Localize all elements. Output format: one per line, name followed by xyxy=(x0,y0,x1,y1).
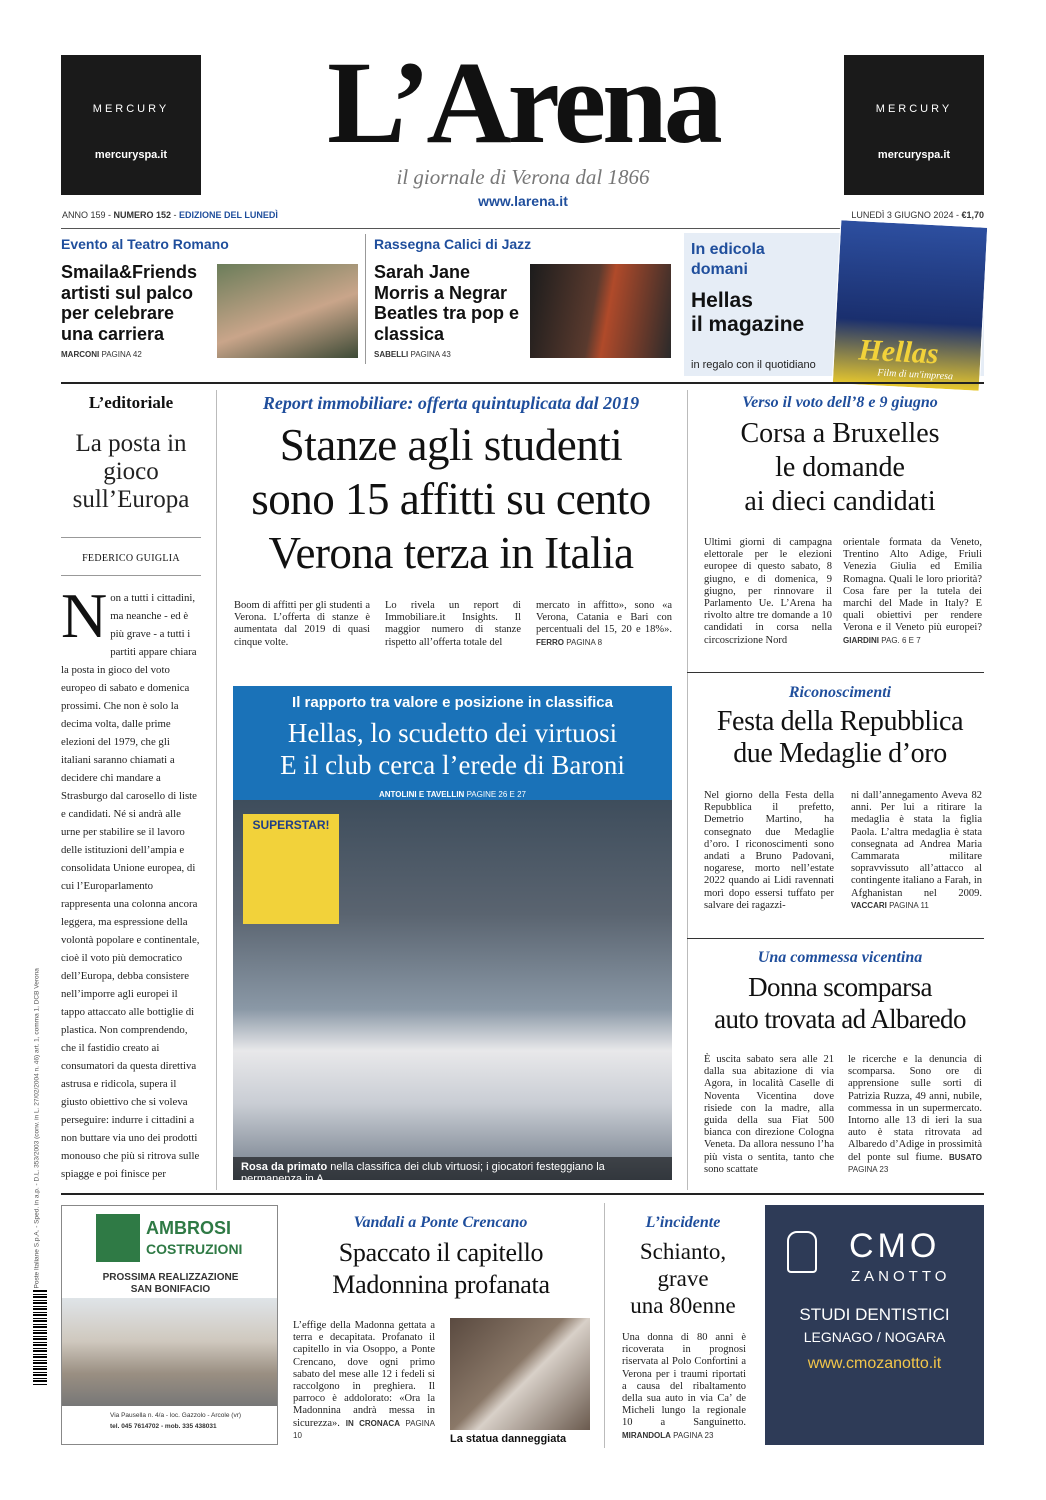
hellas-block[interactable] xyxy=(233,686,672,1185)
divider xyxy=(687,390,688,680)
riconoscimenti-col-2 xyxy=(851,790,982,912)
cmo-line-1: STUDI DENTISTICI xyxy=(799,1305,950,1324)
masthead-title: L’Arena xyxy=(327,37,719,168)
ambrosi-logo-icon xyxy=(96,1214,140,1262)
ambrosi-line-2: SAN BONIFACIO xyxy=(130,1284,211,1295)
vandali-byline: IN CRONACA PAGINA 10 xyxy=(293,1418,435,1440)
lead-line-2: sono 15 affitti su cento xyxy=(251,474,651,524)
hellas-line-2: E il club cerca l’erede di Baroni xyxy=(280,750,625,780)
divider xyxy=(687,672,984,673)
teaser-kicker: Evento al Teatro Romano xyxy=(61,236,229,252)
lead-line-3: Verona terza in Italia xyxy=(268,528,634,578)
commessa-kicker: Una commessa vicentina xyxy=(757,949,923,966)
mercury-site: mercuryspa.it xyxy=(877,149,951,161)
divider xyxy=(604,1203,605,1448)
voto-col-2-text: orientale formata da Veneto, Trentino Alto Adige, Friuli Venezia Giulia ed Emilia Romagna. Quali le loro priorità? Cosa fare per la tutela dei marchi del Made in Italy? E quali obiettivi per rendere Verona e il Veneto più europei? xyxy=(843,537,982,634)
mercury-logo: MERCURY xyxy=(92,103,170,115)
lead-byline: FERRO PAGINA 8 xyxy=(536,637,603,647)
cover-subtitle: Film di un'impresa xyxy=(877,367,954,383)
tooth-icon xyxy=(787,1231,817,1273)
vandali-text xyxy=(293,1320,435,1442)
cmo-url[interactable]: www.cmozanotto.it xyxy=(807,1355,942,1372)
hellas-banner: SUPERSTAR! xyxy=(243,814,339,924)
lead-col-3 xyxy=(536,600,672,649)
incidente-line-1: Schianto, xyxy=(639,1239,727,1264)
legal-text: Poste Italiane S.p.A. - Sped. in a.p. - D.L. 353/2003 (conv. in L. 27/02/2004 n. 46) art. 1, comma 1, DCB Verona xyxy=(33,968,41,1289)
building-render xyxy=(62,1298,278,1406)
ambrosi-name: AMBROSI xyxy=(146,1218,231,1238)
editoriale-title: La posta in gioco sull’Europa xyxy=(72,430,190,513)
lead-col-1: Boom di affitti per gli studenti a Verona. L’offerta di stanze è aumentata dal 2019 di quasi cinque volte. xyxy=(234,600,370,648)
commessa-col-2-text: le ricerche e la denuncia di scomparsa. Sono ore di apprensione sulle sorti di Patrizia Ruzza, 49 anni, nubile, commessa in un supermercato. Intorno alle 13 di ieri la sua auto è stata ritrovata ad Albaredo d’Adige in prossimità del ponte sul fiume. xyxy=(848,1054,982,1163)
edicola-title-1: Hellas xyxy=(691,289,753,312)
teaser-teatro[interactable] xyxy=(61,236,358,366)
ambrosi-line-1: PROSSIMA REALIZZAZIONE xyxy=(102,1272,239,1283)
masthead-url[interactable]: www.larena.it xyxy=(478,193,568,209)
teaser-title: Smaila&Friends artisti sul palco per celebrare una carriera xyxy=(61,262,198,344)
voto-col-1: Ultimi giorni di campagna elettorale per le elezioni europee di questo sabato, 8 giugno, e di domenica, 9 giugno, per rinnovare il Parlamento Ue. L’Arena ha rivolto altre tre domande a 10 candidati in corsa nella circoscrizione Nord xyxy=(704,537,832,646)
incidente-byline: MIRANDOLA PAGINA 23 xyxy=(622,1430,714,1440)
cmo-ad[interactable] xyxy=(765,1205,984,1445)
hellas-caption: Rosa da primato nella classifica dei club virtuosi; i giocatori festeggiano la permanenza in A xyxy=(233,1157,672,1180)
date: LUNEDÌ 3 GIUGNO 2024 xyxy=(851,210,954,220)
commessa-col-1: È uscita sabato sera alle 21 dalla sua abitazione di via Agora, in località Caselle di Noventa Vicentina dove risiede con la madre, alla guida della sua Fiat 500 bianca con direzione Cologna Veneta. Da allora nessuno l’ha più vista o sentita, tanto che sono scattate xyxy=(704,1054,834,1175)
riconoscimenti-headline[interactable] xyxy=(694,706,986,770)
divider xyxy=(216,390,217,1190)
incidente-text xyxy=(622,1332,746,1442)
incidente-line-3: una 80enne xyxy=(630,1293,736,1318)
divider xyxy=(687,680,688,1190)
divider xyxy=(687,938,984,939)
divider xyxy=(61,537,201,538)
edicola-kicker-2: domani xyxy=(691,261,748,278)
commessa-headline[interactable] xyxy=(694,971,986,1035)
cmo-sub: ZANOTTO xyxy=(851,1268,951,1285)
ambrosi-ad[interactable] xyxy=(61,1205,278,1445)
voto-kicker: Verso il voto dell’8 e 9 giugno xyxy=(742,394,938,411)
teaser-byline: SABELLI PAGINA 43 xyxy=(374,350,451,359)
voto-headline[interactable] xyxy=(696,417,984,519)
edizione: EDIZIONE DEL LUNEDÌ xyxy=(179,210,278,220)
hellas-byline: ANTOLINI E TAVELLIN PAGINE 26 E 27 xyxy=(378,790,526,799)
hellas-kicker: Il rapporto tra valore e posizione in classifica xyxy=(292,694,613,711)
mercury-logo: MERCURY xyxy=(875,103,953,115)
price: €1,70 xyxy=(961,210,984,220)
divider xyxy=(61,1193,984,1195)
riconoscimenti-kicker: Riconoscimenti xyxy=(788,684,892,701)
riconoscimenti-byline: VACCARI PAGINA 11 xyxy=(851,900,929,910)
teaser-byline: MARCONI PAGINA 42 xyxy=(61,350,142,359)
dropcap: N xyxy=(61,588,108,651)
editoriale-label: L’editoriale xyxy=(88,393,174,412)
divider xyxy=(61,382,984,384)
divider xyxy=(61,575,201,576)
hellas-line-1: Hellas, lo scudetto dei virtuosi xyxy=(287,718,618,748)
voto-col-2 xyxy=(843,537,982,647)
incidente-headline[interactable] xyxy=(612,1238,754,1319)
incidente-text-body: Una donna di 80 anni è ricoverata in prognosi riservata al Polo Confortini a Verona per i traumi riportati a causa del ribaltamento della sua auto in via Ca’ de Micheli lungo la regionale 10 a Sanguinetto. xyxy=(622,1332,746,1429)
ambrosi-phone: tel. 045 7614702 - mob. 335 438031 xyxy=(110,1423,217,1430)
statua-photo xyxy=(450,1318,590,1430)
commessa-line-1: Donna scomparsa xyxy=(748,972,932,1002)
riconoscimenti-line-1: Festa della Repubblica xyxy=(716,706,964,737)
voto-line-1: Corsa a Bruxelles xyxy=(740,418,940,449)
incidente-line-2: grave xyxy=(657,1266,709,1291)
incidente-kicker: L’incidente xyxy=(645,1214,721,1231)
riconoscimenti-line-2: due Medaglie d’oro xyxy=(733,738,947,769)
mercury-ad-right[interactable] xyxy=(844,55,984,195)
edicola-title-2: il magazine xyxy=(691,313,805,336)
voto-byline: GIARDINI PAG. 6 E 7 xyxy=(843,635,921,645)
edicola-kicker-1: In edicola xyxy=(691,241,765,258)
commessa-col-2 xyxy=(848,1054,982,1176)
dateline-right: LUNEDÌ 3 GIUGNO 2024 - €1,70 xyxy=(851,210,984,220)
statua-caption: La statua danneggiata xyxy=(450,1433,567,1445)
dateline-left: ANNO 159 - NUMERO 152 - EDIZIONE DEL LUNEDÌ xyxy=(62,210,278,220)
mercury-site: mercuryspa.it xyxy=(94,149,168,161)
ambrosi-address: Via Pausella n. 4/a - loc. Gazzolo - Arcole (vr) xyxy=(110,1412,242,1419)
hellas-photo xyxy=(233,800,672,1180)
commessa-line-2: auto trovata ad Albaredo xyxy=(714,1004,966,1034)
lead-line-1: Stanze agli studenti xyxy=(279,420,623,470)
editoriale-body xyxy=(61,588,201,1184)
divider xyxy=(365,234,366,364)
riconoscimenti-col-1: Nel giorno della Festa della Repubblica il prefetto, Demetrio Martino, ha consegnato due Medaglie d’oro. I riconoscimenti sono andati a Bruno Padovani, nogarese, morto nell’estate 2022 quando ai Lidi ravennati morì dopo essersi tuffato per salvare dei ragazzi- xyxy=(704,790,834,911)
numero: NUMERO 152 xyxy=(113,210,172,220)
teaser-title: Sarah Jane Morris a Negrar Beatles tra pop e classica xyxy=(374,262,520,344)
lead-kicker: Report immobiliare: offerta quintuplicata dal 2019 xyxy=(262,393,640,413)
lead-col-3-text: mercato in affitto», sono «a Verona, Catania e Bari con percentuali del 15, 20 e 18%». xyxy=(536,600,672,636)
riconoscimenti-col-2-text: ni dall’annegamento Aveva 82 anni. Per lui a ritirare la medaglia è stata la figlia Paola. L’altra medaglia è stata consegnata ad Andrea Maria Cammarata militare sopravvissuto all’attacco al contingente italiano a Farah, in Afghanistan nel 2009. xyxy=(851,790,982,899)
edicola-note: in regalo con il quotidiano xyxy=(691,359,816,371)
cmo-line-2: LEGNAGO / NOGARA xyxy=(803,1329,946,1345)
cover-title: Hellas xyxy=(857,333,940,371)
voto-line-2: le domande xyxy=(775,452,905,483)
magazine-cover[interactable] xyxy=(832,219,988,392)
vandali-headline[interactable] xyxy=(292,1237,590,1301)
jazz-photo xyxy=(530,264,671,358)
vandali-text-body: L’effige della Madonna gettata a terra e decapitata. Profanato il capitello in via Osoppo, a Ponte Crencano, dove ogni primo sabato del mese alle 12 i fedeli si raccolgono in preghiera. Il parroco è addolorato: «Ora la Madonnina andrà messa in sicurezza». xyxy=(293,1320,435,1429)
anno: ANNO 159 xyxy=(62,210,106,220)
lead-headline[interactable] xyxy=(220,418,682,580)
lead-col-2: Lo rivela un report di Immobiliare.it Insights. Il maggior numero di stanze rispetto all’offerta totale del xyxy=(385,600,521,648)
teaser-kicker: Rassegna Calici di Jazz xyxy=(374,236,532,252)
barcode xyxy=(33,1290,47,1385)
editoriale-author: FEDERICO GUIGLIA xyxy=(82,553,180,564)
teaser-jazz[interactable] xyxy=(374,236,671,366)
vandali-line-2: Madonnina profanata xyxy=(332,1270,550,1299)
mercury-ad-left[interactable] xyxy=(61,55,201,195)
smaila-photo xyxy=(217,264,358,358)
commessa-byline: BUSATO PAGINA 23 xyxy=(848,1152,982,1174)
cmo-logo: CMO xyxy=(849,1227,941,1265)
vandali-line-1: Spaccato il capitello xyxy=(338,1238,544,1267)
editoriale-text: on a tutti i cittadini, ma neanche - ed è più grave - a tutti i partiti appare chiara la posta in gioco del voto europeo di sabato e domenica prossimi. Che non è solo la decima volta, dalle prime elezioni del 1979, che gli italiani saranno chiamati a decidere chi mandare a Strasburgo dal carosello di liste e candidati. Né si andrà alle urne per stabilire se il lavoro delle istituzioni dell’ampia e consolidata Unione europea, di cui l’Europarlamento rappresenta una colonna ancora leggera, ma espressione della volontà popolare e continentale, cioè il voto più democratico dell’Europa, debba consistere nell’imporre agli europei il tappo attaccato alle bottiglie di plastica. Non comprendendo, che il fastidio creato ai consumatori da questa direttiva astrusa e ridicola, supera il giusto obiettivo che si voleva perseguire: indurre i cittadini a non buttare via uno dei prodotti monouso che più si ritrova sulle spiagge e poi finisce per xyxy=(61,592,200,1180)
masthead-subtitle: il giornale di Verona dal 1866 xyxy=(396,165,650,189)
voto-line-3: ai dieci candidati xyxy=(744,486,936,517)
ambrosi-name-2: COSTRUZIONI xyxy=(146,1241,243,1257)
vandali-kicker: Vandali a Ponte Crencano xyxy=(353,1214,528,1231)
